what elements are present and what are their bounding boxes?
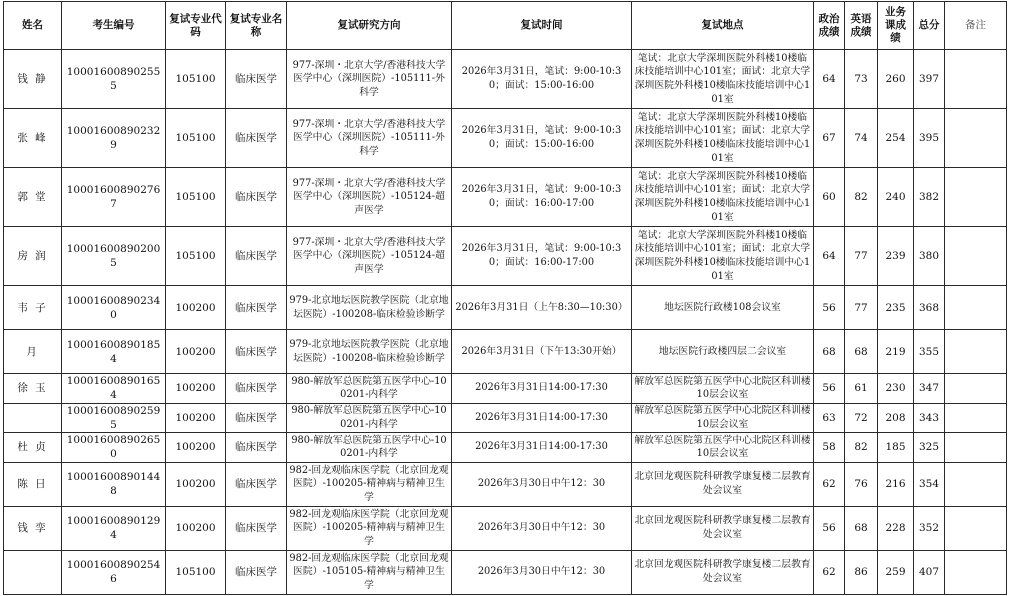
cell-politics: 62 <box>814 550 845 594</box>
cell-major-code: 100200 <box>166 330 226 374</box>
cell-direction: 979-北京地坛医院教学医院（北京地坛医院）-100208-临床检验诊断学 <box>287 286 452 330</box>
cell-name <box>4 403 62 433</box>
cell-major-code: 105100 <box>166 168 226 227</box>
table-row <box>4 550 1007 594</box>
cell-total: 382 <box>914 168 945 227</box>
cell-candidate-id: 100016008901294 <box>62 506 166 550</box>
cell-major-code: 100200 <box>166 403 226 433</box>
cell-politics: 68 <box>814 330 845 374</box>
cell-candidate-id: 100016008901854 <box>62 330 166 374</box>
cell-location: 笔试：北京大学深圳医院外科楼10楼临床技能培训中心101室；面试：北京大学深圳医院外科楼10楼临床技能培训中心101室 <box>632 50 814 109</box>
cell-politics: 60 <box>814 168 845 227</box>
cell-total: 343 <box>914 403 945 433</box>
cell-total: 325 <box>914 433 945 463</box>
cell-professional: 230 <box>878 374 914 404</box>
table-row <box>4 286 1007 330</box>
header-name: 姓名 <box>4 2 62 50</box>
cell-name: 张 峰 <box>4 109 62 168</box>
cell-time: 2026年3月31日，笔试：9:00-10:30；面试：15:00-16:00 <box>452 109 632 168</box>
cell-direction: 980-解放军总医院第五医学中心-100201-内科学 <box>287 374 452 404</box>
cell-english: 73 <box>845 50 878 109</box>
cell-location: 解放军总医院第五医学中心北院区科训楼10层会议室 <box>632 433 814 463</box>
cell-major-code: 100200 <box>166 286 226 330</box>
cell-total: 395 <box>914 109 945 168</box>
cell-time: 2026年3月30日中午12：30 <box>452 462 632 506</box>
cell-time: 2026年3月31日14:00-17:30 <box>452 403 632 433</box>
cell-candidate-id: 100016008902555 <box>62 50 166 109</box>
cell-major-name: 临床医学 <box>226 374 287 404</box>
cell-location: 北京回龙观医院科研教学康复楼二层教育处会议室 <box>632 462 814 506</box>
cell-time: 2026年3月31日（上午8:30—10:30） <box>452 286 632 330</box>
cell-candidate-id: 100016008902546 <box>62 550 166 594</box>
cell-name: 房 润 <box>4 227 62 286</box>
cell-candidate-id: 100016008902595 <box>62 403 166 433</box>
cell-direction: 977-深圳・北京大学/香港科技大学医学中心（深圳医院）-105124-超声医学 <box>287 168 452 227</box>
cell-english: 76 <box>845 462 878 506</box>
cell-direction: 980-解放军总医院第五医学中心-100201-内科学 <box>287 433 452 463</box>
table-row <box>4 50 1007 109</box>
cell-remark <box>945 109 1007 168</box>
cell-professional: 216 <box>878 462 914 506</box>
header-major-code: 复试专业代码 <box>166 2 226 50</box>
cell-major-name: 临床医学 <box>226 286 287 330</box>
cell-total: 347 <box>914 374 945 404</box>
cell-politics: 64 <box>814 227 845 286</box>
table-row <box>4 109 1007 168</box>
cell-direction: 982-回龙观临床医学院（北京回龙观医院）-105105-精神病与精神卫生学 <box>287 550 452 594</box>
cell-time: 2026年3月31日，笔试：9:00-10:30；面试：16:00-17:00 <box>452 227 632 286</box>
cell-major-code: 105100 <box>166 227 226 286</box>
cell-politics: 67 <box>814 109 845 168</box>
cell-major-code: 100200 <box>166 462 226 506</box>
cell-politics: 56 <box>814 506 845 550</box>
table-row <box>4 168 1007 227</box>
cell-total: 355 <box>914 330 945 374</box>
cell-name: 钱 孪 <box>4 506 62 550</box>
cell-professional: 235 <box>878 286 914 330</box>
cell-professional: 260 <box>878 50 914 109</box>
cell-location: 地坛医院行政楼四层二会议室 <box>632 330 814 374</box>
cell-politics: 63 <box>814 403 845 433</box>
table-body <box>4 50 1007 595</box>
cell-total: 380 <box>914 227 945 286</box>
table-row <box>4 374 1007 404</box>
cell-professional: 228 <box>878 506 914 550</box>
cell-major-code: 100200 <box>166 506 226 550</box>
cell-remark <box>945 374 1007 404</box>
cell-english: 74 <box>845 109 878 168</box>
cell-total: 354 <box>914 462 945 506</box>
cell-candidate-id: 100016008902650 <box>62 433 166 463</box>
cell-time: 2026年3月30日中午12：30 <box>452 550 632 594</box>
cell-major-name: 临床医学 <box>226 227 287 286</box>
cell-location: 北京回龙观医院科研教学康复楼二层教育处会议室 <box>632 550 814 594</box>
cell-direction: 977-深圳・北京大学/香港科技大学医学中心（深圳医院）-105111-外科学 <box>287 109 452 168</box>
cell-professional: 208 <box>878 403 914 433</box>
cell-name: 郭 堂 <box>4 168 62 227</box>
cell-remark <box>945 403 1007 433</box>
header-total: 总分 <box>914 2 945 50</box>
cell-direction: 980-解放军总医院第五医学中心-100201-内科学 <box>287 403 452 433</box>
cell-professional: 240 <box>878 168 914 227</box>
cell-candidate-id: 100016008901448 <box>62 462 166 506</box>
cell-time: 2026年3月31日，笔试：9:00-10:30；面试：15:00-16:00 <box>452 50 632 109</box>
cell-time: 2026年3月31日14:00-17:30 <box>452 433 632 463</box>
cell-major-name: 临床医学 <box>226 403 287 433</box>
cell-total: 407 <box>914 550 945 594</box>
cell-time: 2026年3月31日，笔试：9:00-10:30；面试：16:00-17:00 <box>452 168 632 227</box>
cell-major-name: 临床医学 <box>226 506 287 550</box>
cell-remark <box>945 168 1007 227</box>
cell-professional: 259 <box>878 550 914 594</box>
cell-candidate-id: 100016008902005 <box>62 227 166 286</box>
cell-total: 352 <box>914 506 945 550</box>
cell-name: 韦 子 <box>4 286 62 330</box>
table-row <box>4 433 1007 463</box>
header-candidate-id: 考生编号 <box>62 2 166 50</box>
cell-time: 2026年3月31日（下午13:30开始） <box>452 330 632 374</box>
cell-remark <box>945 433 1007 463</box>
table-row <box>4 462 1007 506</box>
cell-direction: 977-深圳・北京大学/香港科技大学医学中心（深圳医院）-105124-超声医学 <box>287 227 452 286</box>
cell-major-code: 105100 <box>166 50 226 109</box>
cell-major-code: 105100 <box>166 550 226 594</box>
cell-location: 北京回龙观医院科研教学康复楼二层教育处会议室 <box>632 506 814 550</box>
header-professional: 业务课成绩 <box>878 2 914 50</box>
cell-professional: 239 <box>878 227 914 286</box>
cell-candidate-id: 100016008902340 <box>62 286 166 330</box>
cell-remark <box>945 227 1007 286</box>
cell-name: 杜 贞 <box>4 433 62 463</box>
table-row <box>4 227 1007 286</box>
cell-major-name: 临床医学 <box>226 50 287 109</box>
cell-remark <box>945 50 1007 109</box>
cell-major-name: 临床医学 <box>226 168 287 227</box>
cell-english: 77 <box>845 286 878 330</box>
cell-candidate-id: 100016008901654 <box>62 374 166 404</box>
cell-total: 397 <box>914 50 945 109</box>
cell-major-name: 临床医学 <box>226 109 287 168</box>
cell-politics: 64 <box>814 50 845 109</box>
cell-english: 72 <box>845 403 878 433</box>
cell-politics: 62 <box>814 462 845 506</box>
cell-major-code: 100200 <box>166 433 226 463</box>
retest-list <box>3 1 1007 595</box>
cell-time: 2026年3月30日中午12：30 <box>452 506 632 550</box>
cell-professional: 254 <box>878 109 914 168</box>
cell-politics: 58 <box>814 433 845 463</box>
cell-major-name: 临床医学 <box>226 550 287 594</box>
cell-major-name: 临床医学 <box>226 433 287 463</box>
cell-name: 月 <box>4 330 62 374</box>
cell-politics: 56 <box>814 286 845 330</box>
cell-english: 68 <box>845 506 878 550</box>
cell-english: 61 <box>845 374 878 404</box>
cell-major-code: 100200 <box>166 374 226 404</box>
cell-major-name: 临床医学 <box>226 330 287 374</box>
header-row <box>4 2 1007 50</box>
cell-location: 解放军总医院第五医学中心北院区科训楼10层会议室 <box>632 403 814 433</box>
cell-english: 82 <box>845 433 878 463</box>
candidate-table <box>3 1 1007 595</box>
cell-professional: 185 <box>878 433 914 463</box>
header-remark: 备注 <box>945 2 1007 50</box>
cell-remark <box>945 330 1007 374</box>
header-location: 复试地点 <box>632 2 814 50</box>
cell-location: 笔试：北京大学深圳医院外科楼10楼临床技能培训中心101室；面试：北京大学深圳医院外科楼10楼临床技能培训中心101室 <box>632 227 814 286</box>
header-major-name: 复试专业名称 <box>226 2 287 50</box>
header-politics: 政治成绩 <box>814 2 845 50</box>
cell-location: 笔试：北京大学深圳医院外科楼10楼临床技能培训中心101室；面试：北京大学深圳医院外科楼10楼临床技能培训中心101室 <box>632 168 814 227</box>
cell-english: 86 <box>845 550 878 594</box>
cell-direction: 979-北京地坛医院教学医院（北京地坛医院）-100208-临床检验诊断学 <box>287 330 452 374</box>
cell-english: 77 <box>845 227 878 286</box>
header-direction: 复试研究方向 <box>287 2 452 50</box>
cell-direction: 982-回龙观临床医学院（北京回龙观医院）-100205-精神病与精神卫生学 <box>287 506 452 550</box>
cell-remark <box>945 550 1007 594</box>
cell-location: 地坛医院行政楼108会议室 <box>632 286 814 330</box>
cell-direction: 977-深圳・北京大学/香港科技大学医学中心（深圳医院）-105111-外科学 <box>287 50 452 109</box>
cell-direction: 982-回龙观临床医学院（北京回龙观医院）-100205-精神病与精神卫生学 <box>287 462 452 506</box>
cell-english: 68 <box>845 330 878 374</box>
table-row <box>4 330 1007 374</box>
cell-major-code: 105100 <box>166 109 226 168</box>
cell-candidate-id: 100016008902767 <box>62 168 166 227</box>
cell-total: 368 <box>914 286 945 330</box>
cell-location: 解放军总医院第五医学中心北院区科训楼10层会议室 <box>632 374 814 404</box>
cell-remark <box>945 506 1007 550</box>
cell-remark <box>945 286 1007 330</box>
table-row <box>4 506 1007 550</box>
cell-name: 钱 静 <box>4 50 62 109</box>
cell-time: 2026年3月31日14:00-17:30 <box>452 374 632 404</box>
cell-name: 徐 玉 <box>4 374 62 404</box>
cell-name: 陈 日 <box>4 462 62 506</box>
cell-english: 82 <box>845 168 878 227</box>
cell-remark <box>945 462 1007 506</box>
cell-location: 笔试：北京大学深圳医院外科楼10楼临床技能培训中心101室；面试：北京大学深圳医院外科楼10楼临床技能培训中心101室 <box>632 109 814 168</box>
table-row <box>4 403 1007 433</box>
header-english: 英语成绩 <box>845 2 878 50</box>
cell-professional: 219 <box>878 330 914 374</box>
header-time: 复试时间 <box>452 2 632 50</box>
cell-name <box>4 550 62 594</box>
cell-candidate-id: 100016008902329 <box>62 109 166 168</box>
cell-major-name: 临床医学 <box>226 462 287 506</box>
cell-politics: 56 <box>814 374 845 404</box>
